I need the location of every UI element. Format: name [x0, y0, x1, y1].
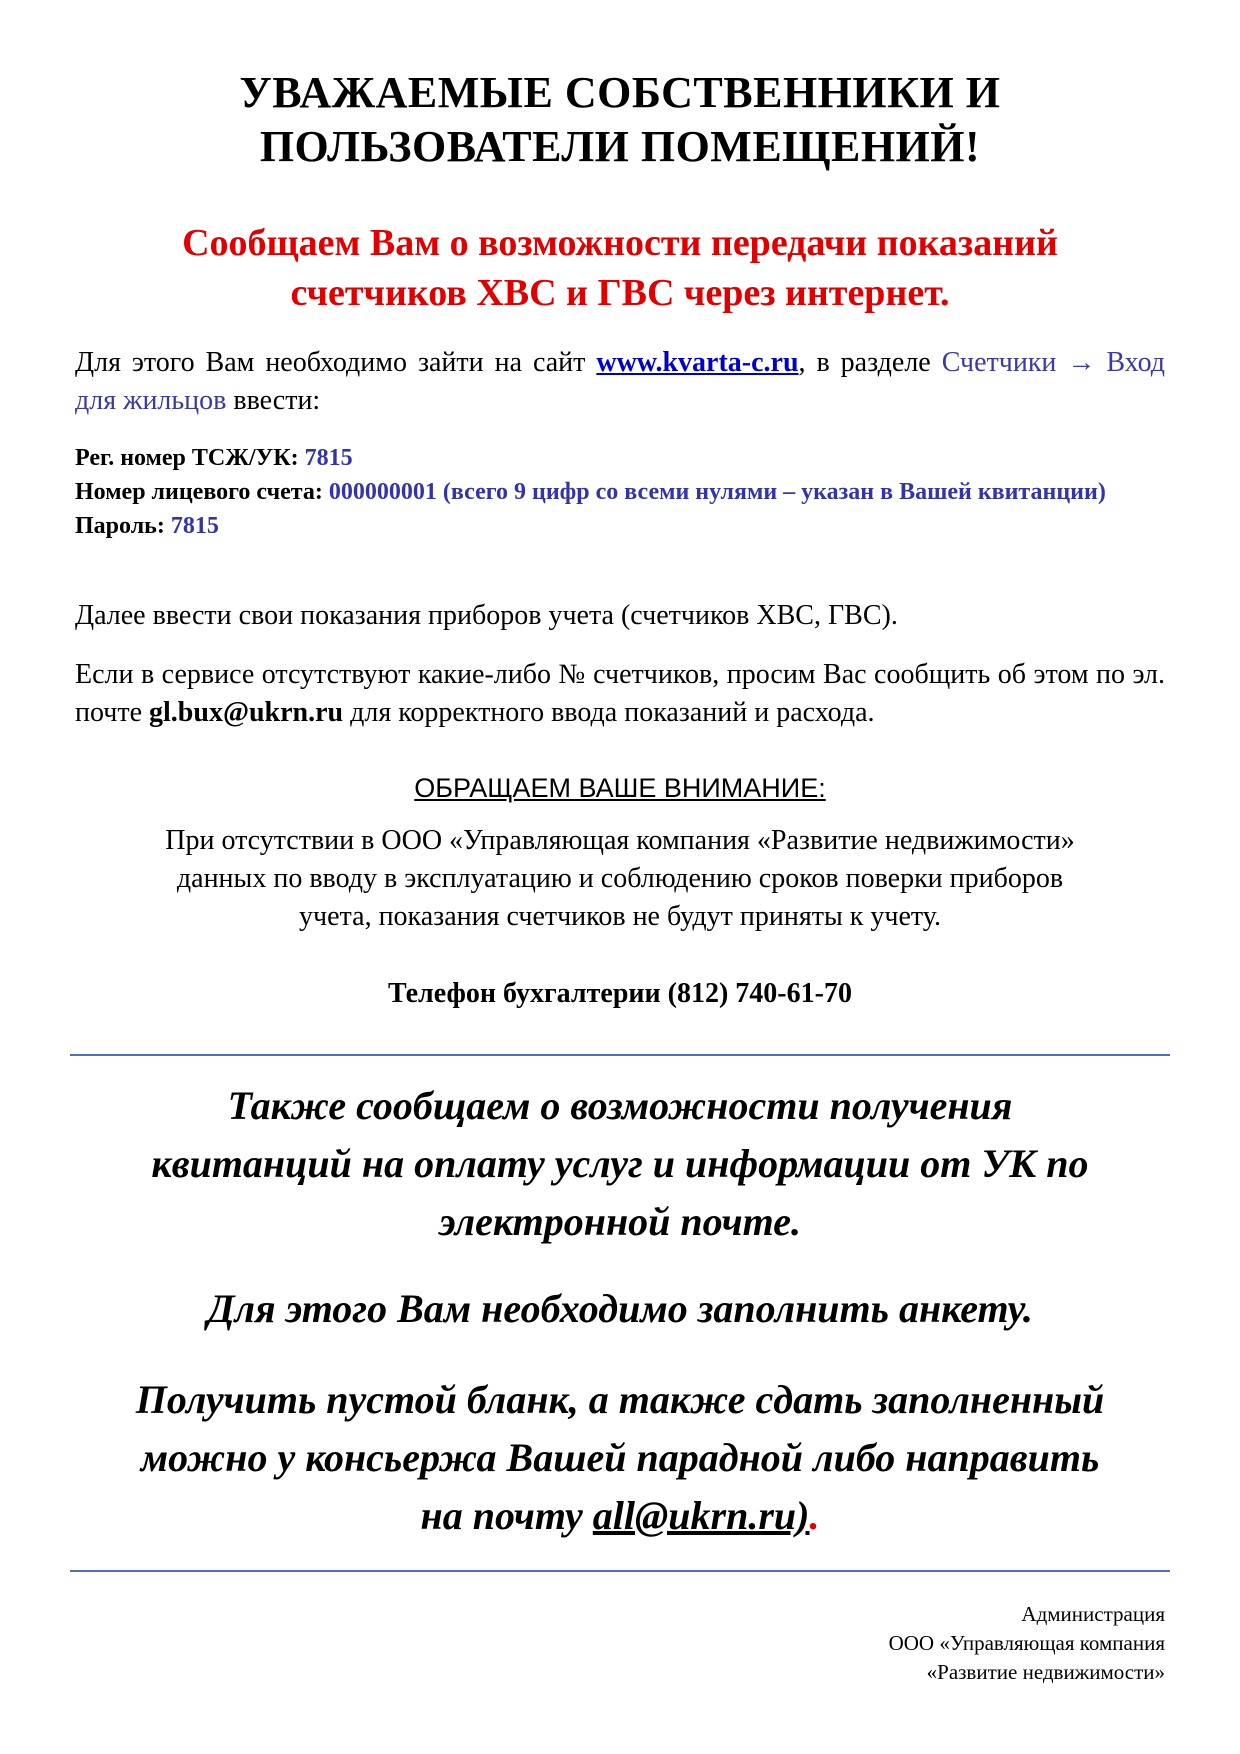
general-email-link[interactable]: all@ukrn.ru)	[592, 1493, 810, 1538]
attention-heading	[75, 771, 1165, 805]
attention-line-2: данных по вводу в эксплуатацию и соблюдению сроков поверки приборов	[176, 863, 1064, 894]
get-form-paragraph	[75, 1371, 1165, 1545]
credentials-block	[75, 441, 1165, 543]
site-section-path: Счетчики → Вход для жильцов	[75, 347, 1166, 416]
signature-line-1: Администрация	[1021, 1602, 1165, 1626]
signature-line-2: ООО «Управляющая компания	[888, 1631, 1165, 1655]
intro-line-1: Сообщаем Вам о возможности передачи показаний	[182, 222, 1058, 264]
attention-line-1: При отсутствии в ООО «Управляющая компания «Развитие недвижимости»	[165, 825, 1075, 856]
get-form-line-2: можно у консьержа Вашей парадной либо направить	[140, 1435, 1100, 1480]
enter-readings-text: Далее ввести свои показания приборов учета (счетчиков ХВС, ГВС).	[75, 600, 898, 631]
account-number-label: Номер лицевого счета:	[75, 479, 329, 505]
instructions-text-after: ввести:	[226, 385, 321, 416]
email-receipts-line-2: квитанций на оплату услуг и информации от УК по	[151, 1141, 1089, 1186]
get-form-line-3-text: на почту	[420, 1493, 593, 1538]
intro-heading	[75, 218, 1165, 318]
title-line-2: ПОЛЬЗОВАТЕЛИ ПОМЕЩЕНИЙ!	[259, 122, 981, 171]
fill-form-paragraph: Для этого Вам необходимо заполнить анкету.	[207, 1286, 1033, 1331]
signature-block	[665, 1600, 1165, 1687]
email-receipts-paragraph	[75, 1077, 1165, 1251]
missing-text-after: для корректного ввода показаний и расхода.	[343, 697, 875, 728]
page-title	[75, 66, 1165, 174]
divider-bottom	[70, 1570, 1170, 1572]
reg-number-value: 7815	[304, 445, 353, 471]
reg-number-label: Рег. номер ТСЖ/УК:	[75, 445, 305, 471]
attention-line-3: учета, показания счетчиков не будут приняты к учету.	[299, 901, 941, 932]
intro-line-2: счетчиков ХВС и ГВС через интернет.	[290, 272, 950, 314]
email-receipts-line-3: электронной почте.	[439, 1199, 801, 1244]
instructions-text-before: Для этого Вам необходимо зайти на сайт	[75, 347, 597, 378]
instructions-text-middle: , в разделе	[798, 347, 942, 378]
account-number-row	[75, 475, 1165, 509]
reg-number-row	[75, 441, 1165, 475]
attention-heading-text: ОБРАЩАЕМ ВАШЕ ВНИМАНИЕ:	[414, 773, 826, 803]
password-value: 7815	[170, 513, 219, 539]
divider-top	[70, 1054, 1170, 1056]
accounting-phone: Телефон бухгалтерии (812) 740-61-70	[388, 978, 852, 1009]
missing-meters-paragraph	[75, 656, 1165, 732]
attention-text	[75, 822, 1165, 936]
accounting-email-link[interactable]: gl.bux@ukrn.ru	[149, 697, 344, 728]
signature-line-3: «Развитие недвижимости»	[926, 1660, 1165, 1684]
site-link[interactable]: www.kvarta-c.ru	[596, 347, 799, 378]
account-number-value: 000000001 (всего 9 цифр со всеми нулями – указан в Вашей квитанции)	[328, 479, 1106, 505]
email-receipts-line-1: Также сообщаем о возможности получения	[227, 1083, 1013, 1128]
password-row	[75, 509, 1165, 543]
get-form-line-3	[75, 1487, 1165, 1545]
get-form-line-1: Получить пустой бланк, а также сдать заполненный	[135, 1377, 1105, 1422]
password-label: Пароль:	[75, 513, 171, 539]
instructions-paragraph	[75, 344, 1165, 420]
final-period: .	[809, 1493, 820, 1538]
missing-text-before: Если в сервисе отсутствуют какие-либо № счетчиков, просим Вас сообщить об этом по эл. почте	[75, 659, 1165, 728]
title-line-1: УВАЖАЕМЫЕ СОБСТВЕННИКИ И	[239, 68, 1001, 117]
